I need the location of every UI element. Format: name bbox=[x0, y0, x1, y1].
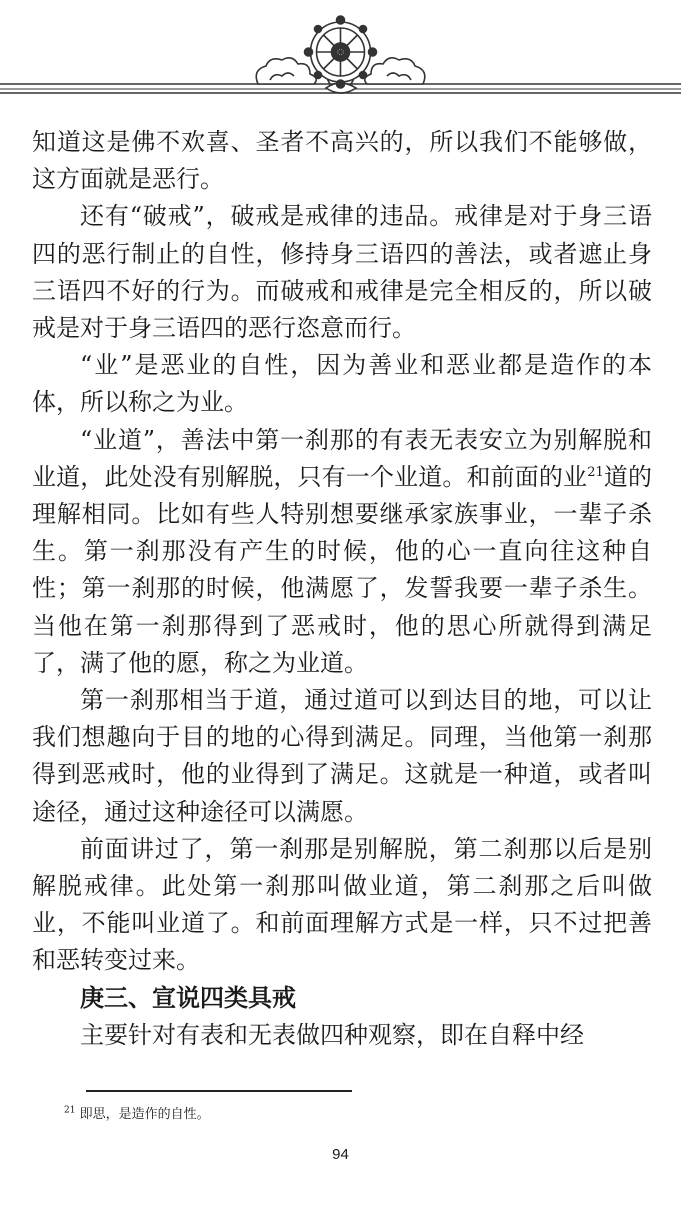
footnote bbox=[64, 1106, 210, 1124]
paragraph-4 bbox=[32, 422, 652, 682]
paragraph-2: 还有“破戒”，破戒是戒律的违品。戒律是对于身三语四的恶行制止的自性，修持身三语四的善法，或者遮止身三语四不好的行为。而破戒和戒律是完全相反的，所以破戒是对于身三语四的恶行恣意而行。 bbox=[32, 202, 652, 343]
paragraph-4-after: 道的理解相同。比如有些人特别想要继承家族事业，一辈子杀生。第一刹那没有产生的时候，他的心一直向往这种自性；第一刹那的时候，他满愿了，发誓我要一辈子杀生。当他在第一刹那得到了恶戒时，他的思心所就得到满足了，满了他的愿，称之为业道。 bbox=[32, 462, 653, 677]
section-heading: 庚三、宣说四类具戒 bbox=[80, 983, 296, 1012]
dharma-wheel-icon bbox=[0, 0, 681, 110]
footnote-text: 即思，是造作的自性。 bbox=[79, 1107, 210, 1122]
page-body bbox=[32, 124, 652, 1054]
paragraph-5: 第一刹那相当于道，通过道可以到达目的地，可以让我们想趣向于目的地的心得到满足。同理，当他第一刹那得到恶戒时，他的业得到了满足。这就是一种道，或者叫途径，通过这种途径可以满愿。 bbox=[32, 686, 652, 826]
footnote-divider bbox=[86, 1090, 352, 1092]
header-ornament bbox=[0, 0, 681, 110]
paragraph-4-before: “业道”，善法中第一刹那的有表无表安立为别解脱和业道，此处没有别解脱，只有一个业道。和前面的业 bbox=[32, 425, 652, 491]
footnote-ref[interactable]: 21 bbox=[587, 464, 604, 480]
paragraph-3: “业”是恶业的自性，因为善业和恶业都是造作的本体，所以称之为业。 bbox=[32, 351, 652, 417]
footnote-number: 21 bbox=[64, 1105, 76, 1116]
paragraph-7: 主要针对有表和无表做四种观察，即在自释中经 bbox=[80, 1020, 584, 1049]
paragraph-6: 前面讲过了，第一刹那是别解脱，第二刹那以后是别解脱戒律。此处第一刹那叫做业道，第二刹那之后叫做业，不能叫业道了。和前面理解方式是一样，只不过把善和恶转变过来。 bbox=[32, 834, 652, 975]
page-number: 94 bbox=[332, 1146, 349, 1163]
paragraph-1: 知道这是佛不欢喜、圣者不高兴的，所以我们不能够做，这方面就是恶行。 bbox=[32, 128, 652, 194]
